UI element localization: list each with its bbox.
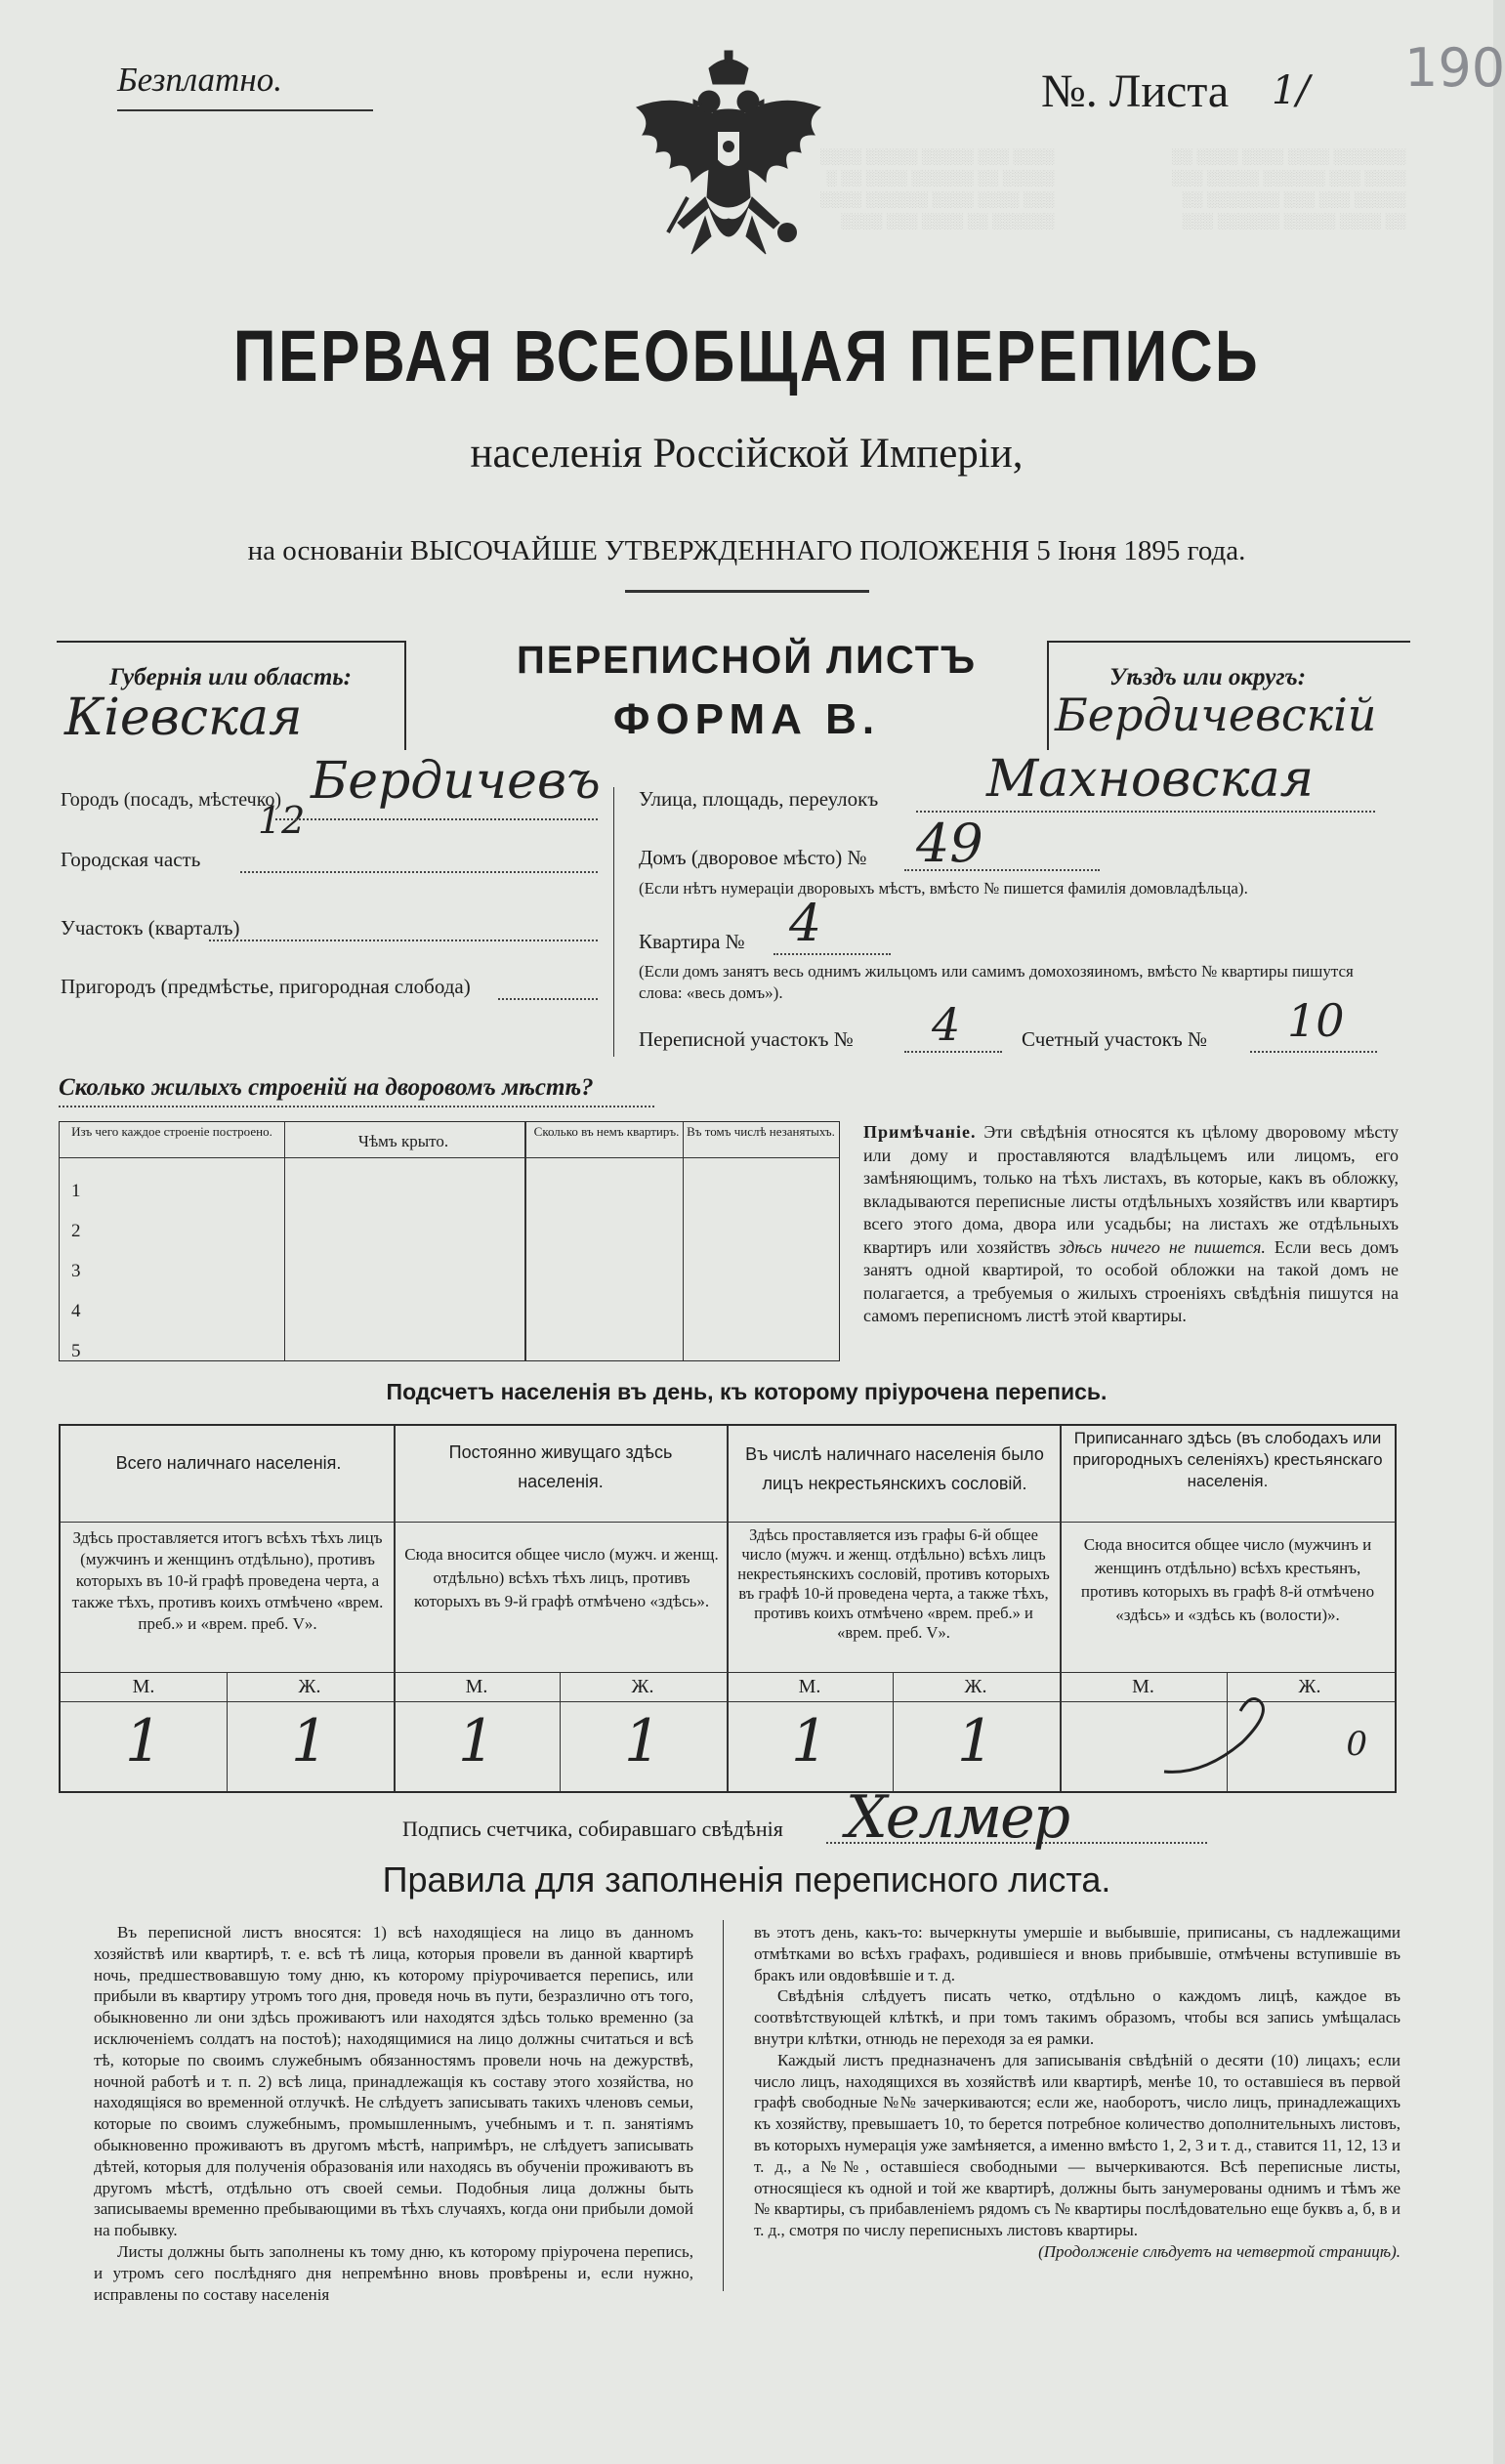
apartment-value: 4	[789, 895, 822, 953]
rules-right-paragraph-3: Каждый листъ предназначенъ для записыванія свѣдѣній о десяти (10) лицахъ; если число лицъ, находящихся въ хозяйствѣ или квартирѣ, менѣе 10, то оставшіеся въ первой графѣ свободные №№ зачеркиваются; если же, наоборотъ, число лицъ, принадлежащихъ къ хозяйству, превышаетъ 10, то берется потребное количество дополнительныхъ листовъ, въ которыхъ нумерація уже замѣняется, а именно вмѣсто 1, 2, 3 и т. д., ставится 11, 12, 13 и т. д., а №№, оставшіеся свободными — вычеркиваются. Всѣ переписные листы, относящіеся къ одной и той же квартирѣ, должны быть занумерованы однимъ и тѣмъ же № квартиры, съ прибавленіемъ рядомъ съ № квартиры послѣдовательно еще буквъ а, б, в и т. д., смотря по числу переписныхъ листовъ квартиры.	[754, 2050, 1400, 2240]
free-underline	[117, 109, 373, 111]
city-part-dotted-line	[240, 871, 598, 873]
rules-right-column	[754, 1922, 1400, 2263]
buildings-table	[59, 1121, 840, 1361]
suburb-dotted-line	[498, 998, 598, 1000]
address-divider	[613, 787, 614, 1057]
tally-vline-3	[1060, 1426, 1062, 1791]
note-paragraph	[863, 1121, 1399, 1328]
tally-head-rule	[61, 1522, 1395, 1523]
tally-table	[59, 1424, 1397, 1793]
tally-col3-head: Въ числѣ наличнаго населенія было лицъ некрестьянскихъ сословій.	[745, 1444, 1044, 1493]
census-plot-label: Переписной участокъ №	[639, 1027, 854, 1051]
tally-col1-f-value: 1	[290, 1707, 329, 1775]
bleed-through-area: ░░░░ ░░░ ░░░░░ ░░░░░ ░░░░ ░░░░░ ░░ ░░░░░░ ░░░░ ░░ ░ ░░░ ░░░░ ░░░░ ░░░░░░ ░░░░ ░░░░░░ ░░ ░░░░ ░░░ ░░░░	[820, 148, 1055, 230]
apartment-note: (Если домъ занятъ весь однимъ жильцомъ или самимъ домохозяиномъ, вмѣсто № квартиры пишутся слова: «весь домъ»).	[639, 962, 1354, 1002]
title-divider	[625, 590, 869, 593]
tally-col3-m-value: 1	[790, 1707, 829, 1775]
note-italic: здѣсь ничего не пишется.	[1059, 1236, 1266, 1257]
buildings-row-4: 4	[71, 1301, 81, 1321]
district-value: Бердичевскій	[1055, 689, 1377, 741]
city-mark: 12	[258, 799, 306, 842]
quarter-label: Участокъ (кварталъ)	[61, 916, 240, 940]
suburb-label: Пригородъ (предмѣстье, пригородная слобода)	[61, 975, 471, 998]
rules-continued: (Продолженіе слѣдуетъ на четвертой страницѣ).	[1038, 2241, 1400, 2261]
district-label: Уѣздъ или округъ:	[1109, 664, 1307, 690]
buildings-vline-3	[683, 1122, 684, 1360]
census-plot-dotted-line	[904, 1051, 1002, 1053]
tally-col1-m-value: 1	[124, 1707, 163, 1775]
signature-label: Подпись счетчика, собиравшаго свѣдѣнія	[402, 1817, 783, 1841]
tally-col1-head: Всего наличнаго населенія.	[115, 1453, 342, 1473]
tally-col2-head: Постоянно живущаго здѣсь населенія.	[448, 1442, 673, 1491]
house-dotted-line	[904, 869, 1100, 871]
tally-col1-f-label: Ж.	[298, 1676, 321, 1697]
sheet-number-value: 1/	[1272, 68, 1310, 113]
count-plot-label: Счетный участокъ №	[1022, 1027, 1208, 1051]
buildings-row-2: 2	[71, 1221, 81, 1241]
tally-col2-f-value: 1	[623, 1707, 662, 1775]
census-plot-value: 4	[932, 998, 961, 1051]
tally-col3-desc: Здѣсь проставляется изъ графы 6-й общее число (мужч. и женщ. отдѣльно) всѣхъ лицъ некрестьянскихъ сословій, противъ которыхъ въ графѣ 10-й проведена черта, а также тѣхъ, противъ коихъ отмѣчено «врем. преб.» и «врем. преб. V».	[737, 1525, 1050, 1642]
rules-left-paragraph-1: Въ переписной листъ вносятся: 1) всѣ находящіеся на лицо въ данномъ хозяйствѣ или квартирѣ, т. е. всѣ тѣ лица, которыя провели въ данной квартирѣ ночь, предшествовавшую тому дню, къ которому пріурочивается перепись, или прибыли въ квартиру утромъ того дня, проведя ночь въ пути, безразлично отъ того, обыкновенно ли они здѣсь проживаютъ или находятся здѣсь только временно (за исключеніемъ солдатъ на постоѣ); находящимися на лицо должны считаться и всѣ тѣ, которые по своимъ служебнымъ обязанностямъ провели ночь на дежурствѣ, ночной работѣ и т. п. 2) всѣ лица, принадлежащія къ составу этого хозяйства, но находящіяся во временной отлучкѣ. Не слѣдуетъ записывать такихъ членовъ семьи, которые по своимъ служебнымъ, промышленнымъ, учебнымъ и т. п. занятіямъ обыкновенно проживаютъ въ другомъ мѣстѣ, напримѣръ, не слѣдуетъ записывать дѣтей, которыя для полученія образованія или находясь въ обученіи проживаютъ въ другомъ мѣстѣ, отдѣльно отъ своей семьи. Подобныя лица должны быть записываемы временно пребывающими въ тѣхъ случаяхъ, когда они прибыли домой на побывку.	[94, 1923, 693, 2240]
apartment-label: Квартира №	[639, 930, 745, 953]
buildings-vline-1	[284, 1122, 285, 1360]
form-name: ПЕРЕПИСНОЙ ЛИСТЪ	[517, 639, 977, 682]
tally-col3-f-label: Ж.	[964, 1676, 987, 1697]
count-plot-dotted-line	[1250, 1051, 1377, 1053]
imperial-eagle-emblem	[623, 51, 834, 281]
tally-col1-m-label: М.	[132, 1676, 155, 1697]
buildings-col-apartments: Сколько въ немъ квартиръ.	[533, 1124, 680, 1139]
province-value: Кіевская	[64, 689, 303, 747]
street-label: Улица, площадь, переулокъ	[639, 787, 879, 811]
rules-left-paragraph-2: Листы должны быть заполнены къ тому дню, къ которому пріурочена перепись, и утромъ сего послѣдняго дня непремѣнно вновь провѣрены и, если нужно, исправлены по составу населенія	[94, 2241, 693, 2304]
rules-title: Правила для заполненія переписного листа.	[382, 1859, 1111, 1900]
tally-col4-dash-stroke	[1154, 1682, 1311, 1789]
buildings-dotted-line	[59, 1106, 654, 1107]
main-title: ПЕРВАЯ ВСЕОБЩАЯ ПЕРЕПИСЬ	[232, 315, 1261, 397]
signature-value: Хелмер	[846, 1783, 1069, 1852]
tally-col4-f-value: 0	[1346, 1725, 1367, 1764]
tally-col4-f-label: Ж.	[1298, 1676, 1321, 1697]
buildings-vline-2	[524, 1122, 526, 1360]
tally-col4-m-label: М.	[1132, 1676, 1154, 1697]
rules-right-paragraph-2: Свѣдѣнія слѣдуетъ писать четко, отдѣльно о каждомъ лицѣ, каждое въ соотвѣтствующей клѣткѣ, и при томъ такимъ образомъ, чтобы вся запись умѣщалась внутри клѣтки, отнюдь не переходя за ея рамки.	[754, 1986, 1400, 2048]
city-label: Городъ (посадъ, мѣстечко)	[61, 789, 282, 811]
tally-desc-rule	[61, 1672, 1395, 1673]
buildings-col-uninhabited: Въ томъ числѣ незанятыхъ.	[687, 1124, 835, 1139]
tally-col3-f-value: 1	[956, 1707, 995, 1775]
house-note: (Если нѣтъ нумераціи дворовыхъ мѣстъ, вмѣсто № пишется фамилія домовладѣльца).	[639, 879, 1248, 898]
house-value: 49	[916, 813, 983, 874]
buildings-col-material: Изъ чего каждое строеніе построено.	[71, 1124, 272, 1139]
city-dotted-line	[275, 818, 598, 820]
tally-col2-m-label: М.	[465, 1676, 488, 1697]
form-variant: ФОРМА В.	[612, 695, 881, 743]
tally-col4-head: Приписаннаго здѣсь (въ слободахъ или пригородныхъ селеніяхъ) крестьянскаго населенія.	[1072, 1429, 1383, 1490]
note-text: Эти свѣдѣнія относятся къ цѣлому дворовому мѣсту или дому и проставляются владѣльцемъ или лицомъ, его замѣняющимъ, только на тѣхъ листахъ, въ которые, какъ въ обложку, вкладываются переписные листы отдѣльныхъ хозяйствъ или квартиръ всего этого дома, двора или усадьбы; на листахъ же отдѣльныхъ квартиръ или хозяйствъ	[863, 1122, 1400, 1257]
apartment-dotted-line	[773, 953, 891, 955]
note-text-2: Если весь домъ занятъ одной квартирой, то особой обложки на такой домъ не полагается, а требуемыя о жилыхъ строеніяхъ свѣдѣнія пишутся на самомъ переписномъ листѣ этой квартиры.	[863, 1236, 1400, 1325]
tally-col2-f-label: Ж.	[631, 1676, 654, 1697]
buildings-row-5: 5	[71, 1341, 81, 1361]
count-plot-value: 10	[1287, 994, 1345, 1047]
rules-right-paragraph-1: въ этотъ день, какъ-то: вычеркнуты умершіе и выбывшіе, приписаны, съ надлежащими отмѣтками во всѣхъ графахъ, родившіеся и вновь прибывшіе, отмѣчены вступившіе въ бракъ или овдовѣвшіе и т. д.	[754, 1923, 1400, 1984]
rules-left-column	[94, 1922, 693, 2305]
tally-col1-desc: Здѣсь проставляется итогъ всѣхъ тѣхъ лицъ (мужчинъ и женщинъ отдѣльно), противъ которыхъ въ 10-й графѣ проведена черта, а также тѣхъ, противъ коихъ отмѣчено «врем. преб.» и «врем. преб. V».	[71, 1528, 384, 1633]
note-label: Примѣчаніе.	[863, 1122, 977, 1142]
legal-basis: на основаніи ВЫСОЧАЙШЕ УТВЕРЖДЕННАГО ПОЛОЖЕНІЯ 5 Іюня 1895 года.	[247, 535, 1246, 566]
bleed-through-area-right: ░░░░░░░ ░░░░ ░░░░ ░░░░ ░░ ░░░░ ░░░ ░░░░░░ ░░░░░ ░░░ ░░░░░ ░░░ ░░░ ░░░░░░░ ░░ ░░ ░░░░ ░░░░░ ░░░░░░ ░░░	[1172, 148, 1406, 230]
tally-title: Подсчетъ населенія въ день, къ которому пріурочена перепись.	[386, 1379, 1108, 1404]
buildings-row-numbers	[71, 1171, 81, 1371]
buildings-header-rule	[60, 1157, 839, 1158]
corner-pencil-number: 190	[1404, 37, 1505, 99]
sheet-number-label: №. Листа	[1041, 65, 1230, 117]
buildings-row-1: 1	[71, 1181, 81, 1201]
buildings-question: Сколько жилыхъ строеній на дворовомъ мѣстѣ?	[59, 1074, 594, 1101]
buildings-col-roof: Чѣмъ крыто.	[357, 1132, 449, 1150]
city-value: Бердичевъ	[311, 752, 601, 811]
free-label: Безплатно.	[117, 61, 282, 99]
street-value: Махновская	[986, 750, 1315, 809]
street-dotted-line	[916, 811, 1375, 813]
province-label: Губернія или область:	[109, 664, 353, 690]
city-part-label: Городская часть	[61, 848, 201, 871]
buildings-row-3: 3	[71, 1261, 81, 1281]
quarter-dotted-line	[209, 940, 598, 941]
tally-col4-desc: Сюда вносится общее число (мужчинъ и женщинъ отдѣльно) всѣхъ крестьянъ, противъ которыхъ въ графѣ 8-й отмѣчено «здѣсь» и «здѣсь къ (волости)».	[1080, 1535, 1375, 1624]
subtitle: населенія Россійской Имперіи,	[470, 431, 1024, 477]
house-label: Домъ (дворовое мѣсто) №	[639, 846, 867, 869]
tally-col2-desc: Сюда вносится общее число (мужч. и женщ. отдѣльно) всѣхъ тѣхъ лицъ, противъ которыхъ въ 9-й графѣ отмѣчено «здѣсь».	[404, 1545, 719, 1610]
tally-col3-m-label: М.	[798, 1676, 821, 1697]
rules-column-divider	[723, 1920, 724, 2291]
tally-col2-m-value: 1	[457, 1707, 496, 1775]
